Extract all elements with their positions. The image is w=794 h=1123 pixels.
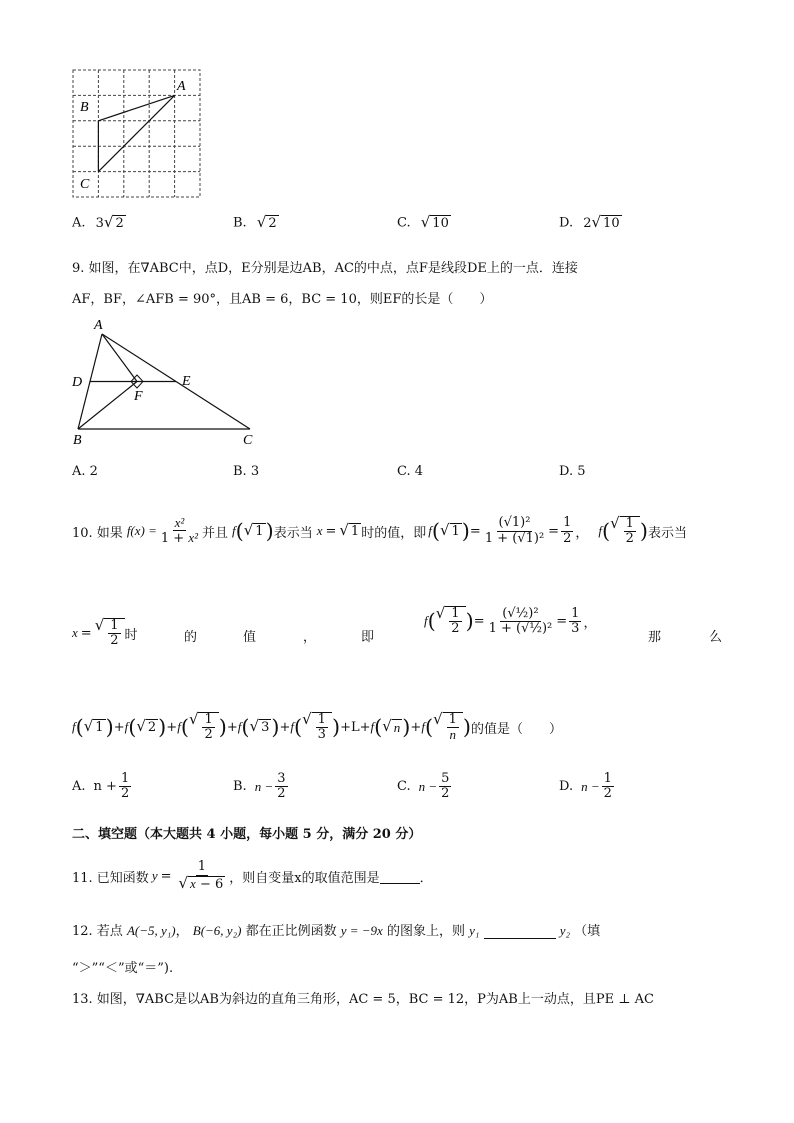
label-e: E [182, 374, 191, 389]
q9-option-d[interactable]: D. 5 [559, 464, 586, 479]
q11-stem: 11. 已知函数 y = 1 √ x − 6 ，则自变量x的取值范围是 ． [72, 859, 433, 892]
q8-option-b[interactable]: B. √ 2 [233, 213, 277, 231]
q9-stem-line1: 9. 如图，在∇ABC中，点D，E分别是边AB，AC的中点，点F是线段DE上的一点．连接 [72, 261, 578, 276]
q8-grid-figure [60, 60, 210, 200]
q12-stem-line1: 12. 若点 A(−5, y₁)， B(−6, y₂) 都在正比例函数 y = −9x 的图象上，则 y₁ y₂ （填 [72, 923, 601, 939]
label-b: B [80, 100, 89, 115]
q10-option-b[interactable]: B. n − $\frac{3}{2}$ [233, 771, 286, 802]
q9-triangle-figure [65, 312, 265, 452]
label-a: A [177, 79, 186, 94]
q13-stem: 13. 如图，∇ABC是以AB为斜边的直角三角形，AC = 5，BC = 12，P为AB上一动点，且PE ⊥ AC [72, 992, 654, 1007]
q9-option-b[interactable]: B. 3 [233, 464, 260, 479]
label-c: C [80, 177, 90, 192]
label-a: A [94, 318, 103, 333]
section-heading: 二、填空题（本大题共 4 小题，每小题 5 分，满分 20 分） [72, 827, 422, 842]
q10-row1: 10. 如果 f(x) = $\frac{\text{x²}}{\text{1 + x²}}$ 并且 f ( √ 1 ) 表示当 x = √ 1 时的值，即 f ( √ 1 ) = $\frac{\text{(√1)²}}{\text{1 + (√1)²}}$ = $\frac{1}{2}$ ， f ( √ $\frac{1}{2}$ ) 表示当 [72, 513, 688, 546]
label-f: F [134, 389, 143, 404]
triangle-abc [98, 95, 174, 171]
q10-option-d[interactable]: D. n − $\frac{1}{2}$ [559, 771, 612, 802]
label-b: B [73, 433, 82, 448]
q10-row3: f ( √ 1 ) + f ( √ 2 ) + f ( √ $\frac{1}{2}$ ) + f ( √ 3 ) + f ( √ $\frac{1}{3}$ ) + L + f ( √ n ) + f ( √ $\frac{1}{n}$ ) 的值是（ ） [72, 709, 563, 742]
label-d: D [72, 375, 83, 390]
label-c: C [243, 433, 253, 448]
q10-option-c[interactable]: C. n − $\frac{5}{2}$ [397, 771, 450, 802]
q10-option-a[interactable]: A. n + $\frac{1}{2}$ [72, 771, 130, 802]
q9-option-a[interactable]: A. 2 [72, 464, 98, 479]
q8-option-a[interactable]: A. 3 √ 2 [72, 213, 124, 231]
q10-row2: x = √ $\frac{1}{2}$ 时 的 值 ， 即 f ( √ $\frac{1}{2}$ ) = $\frac{\text{(√½)²}}{\text{1 + (√½)²}}$ = $\frac{1}{3}$ ， 那 么 [72, 604, 723, 649]
q8-option-c[interactable]: C. √ 10 [397, 213, 449, 231]
q12-answer-blank[interactable] [484, 924, 556, 939]
q11-answer-blank[interactable] [380, 869, 420, 884]
q8-option-d[interactable]: D. 2 √ 10 [559, 213, 620, 231]
q9-option-c[interactable]: C. 4 [397, 464, 424, 479]
q9-stem-line2: AF，BF，∠AFB = 90°，且AB = 6，BC = 10，则EF的长是（ ） [72, 292, 493, 307]
q12-stem-line2: “＞”“＜”或“＝”). [72, 961, 174, 976]
